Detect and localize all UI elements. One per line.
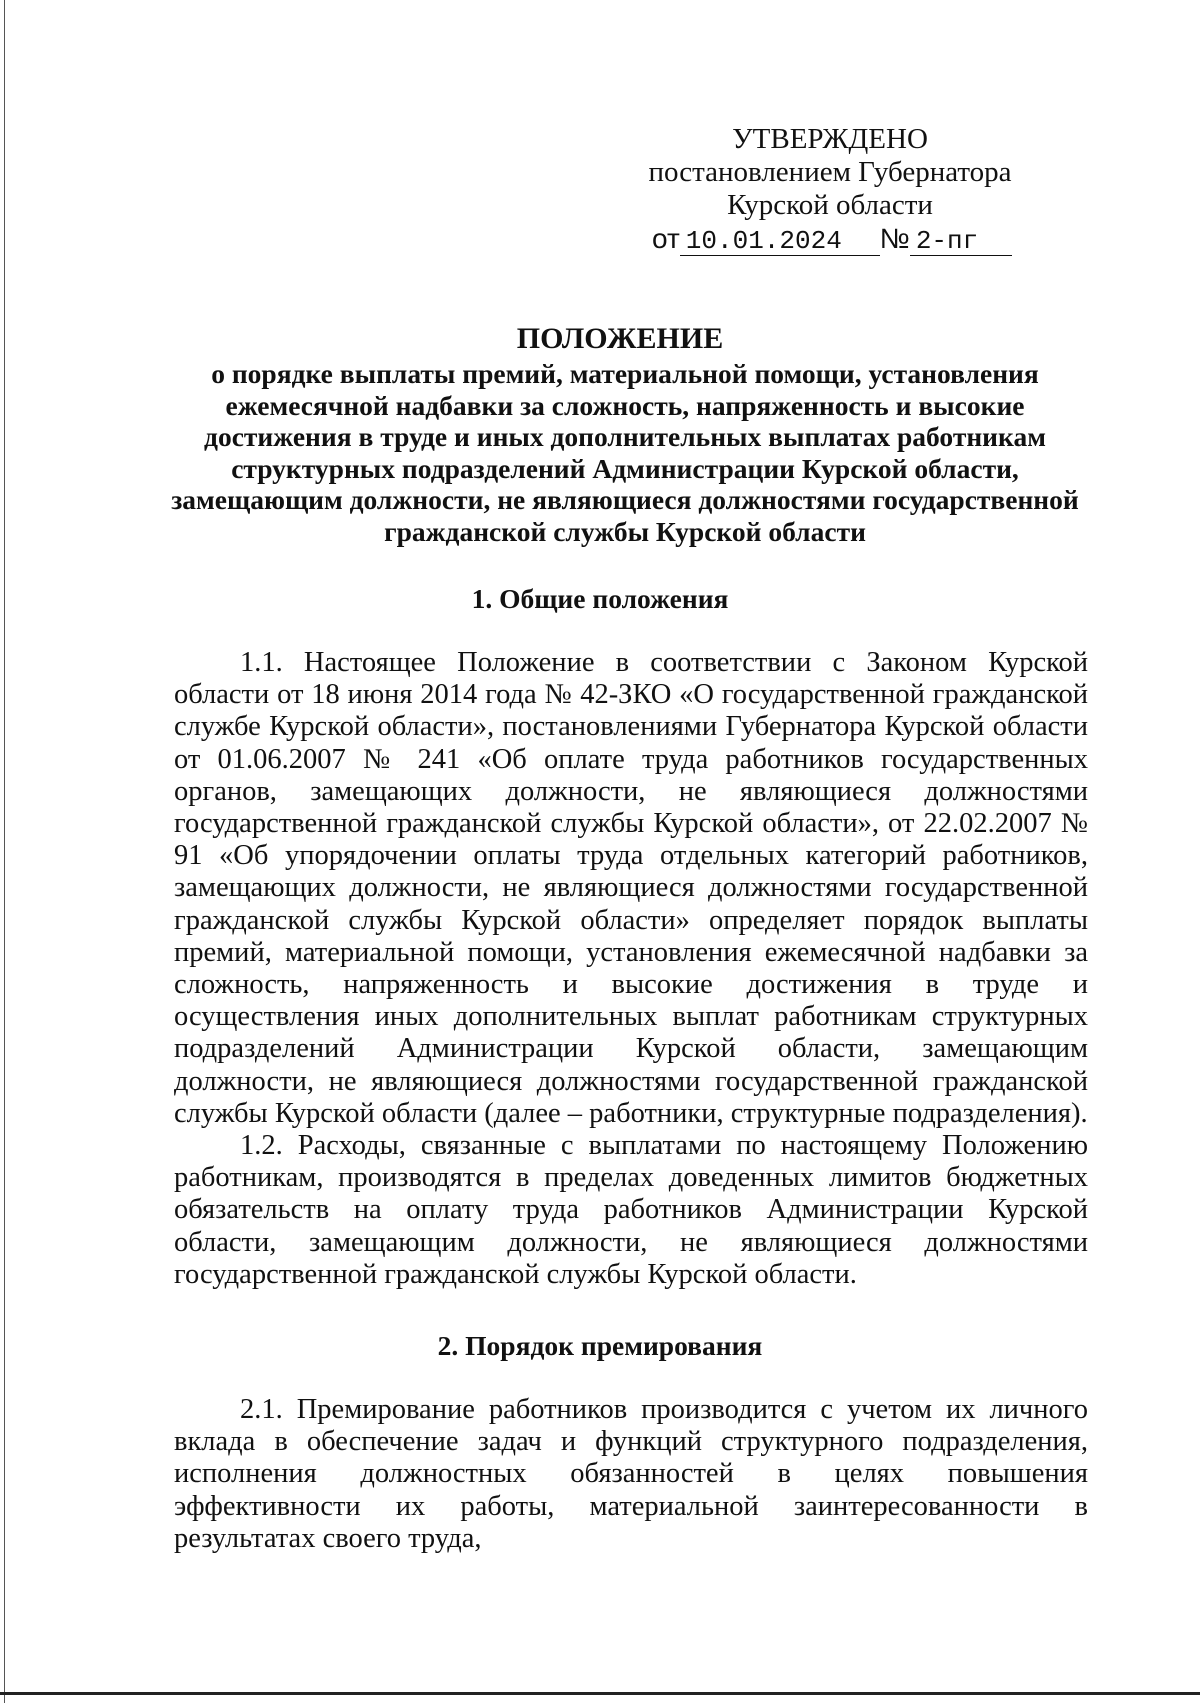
section-body-general bbox=[174, 647, 1088, 1291]
approval-block bbox=[640, 123, 1020, 256]
approval-heading: УТВЕРЖДЕНО bbox=[732, 123, 928, 155]
date-prefix: от bbox=[652, 223, 680, 254]
paragraph-1-2: 1.2. Расходы, связанные с выплатами по настоящему Положению работникам, производятся в пределах доведенных лимитов бюджетных обязательств на оплату труда работников Администрации Курской области, замещающим должности, не являющиеся должностями государственной гражданской службы Курской области. bbox=[174, 1130, 1088, 1290]
approval-date-line bbox=[640, 222, 1020, 256]
paragraph-2-1: 2.1. Премирование работников производится с учетом их личного вклада в обеспечение задач и функций структурного подразделения, исполнения должностных обязанностей в целях повышения эффективности их работы, материальной заинтересованности в результатах своего труда, bbox=[174, 1394, 1088, 1554]
section-body-bonuses bbox=[174, 1394, 1088, 1555]
document-title: ПОЛОЖЕНИЕ bbox=[516, 322, 724, 355]
approval-date: 10.01.2024 bbox=[680, 227, 880, 256]
document-subtitle: о порядке выплаты премий, материальной помощи, установления ежемесячной надбавки за сложность, напряженность и высокие достижения в труде и иных дополнительных выплатах работникам структурных подразделений Администрации Курской области, замещающим должности, не являющиеся должностями государственной гражданской службы Курской области bbox=[171, 358, 1079, 547]
approval-issuer: постановлением Губернатора bbox=[648, 156, 1012, 188]
number-prefix: № bbox=[879, 223, 910, 254]
approval-region: Курской области bbox=[727, 189, 933, 221]
scan-bottom-edge bbox=[0, 1692, 1200, 1695]
section-title-bonuses: 2. Порядок премирования bbox=[437, 1330, 763, 1361]
approval-number: 2-пг bbox=[910, 227, 1012, 256]
section-title-general: 1. Общие положения bbox=[471, 583, 729, 614]
paragraph-1-1: 1.1. Настоящее Положение в соответствии с Законом Курской области от 18 июня 2014 года № 42-ЗКО «О государственной гражданской службе Курской области», постановлениями Губернатора Курской области от 01.06.2007 № 241 «Об оплате труда работников государственных органов, замещающих должности, не являющиеся должностями государственной гражданской службы Курской области», от 22.02.2007 № 91 «Об упорядочении оплаты труда отдельных категорий работников, замещающих должности, не являющиеся должностями государственной гражданской службы Курской области» определяет порядок выплаты премий, материальной помощи, установления ежемесячной надбавки за сложность, напряженность и высокие достижения в труде и осуществления иных дополнительных выплат работникам структурных подразделений Администрации Курской области, замещающим должности, не являющиеся должностями государственной гражданской службы Курской области (далее – работники, структурные подразделения). bbox=[174, 647, 1088, 1129]
scan-left-edge bbox=[4, 0, 5, 1703]
